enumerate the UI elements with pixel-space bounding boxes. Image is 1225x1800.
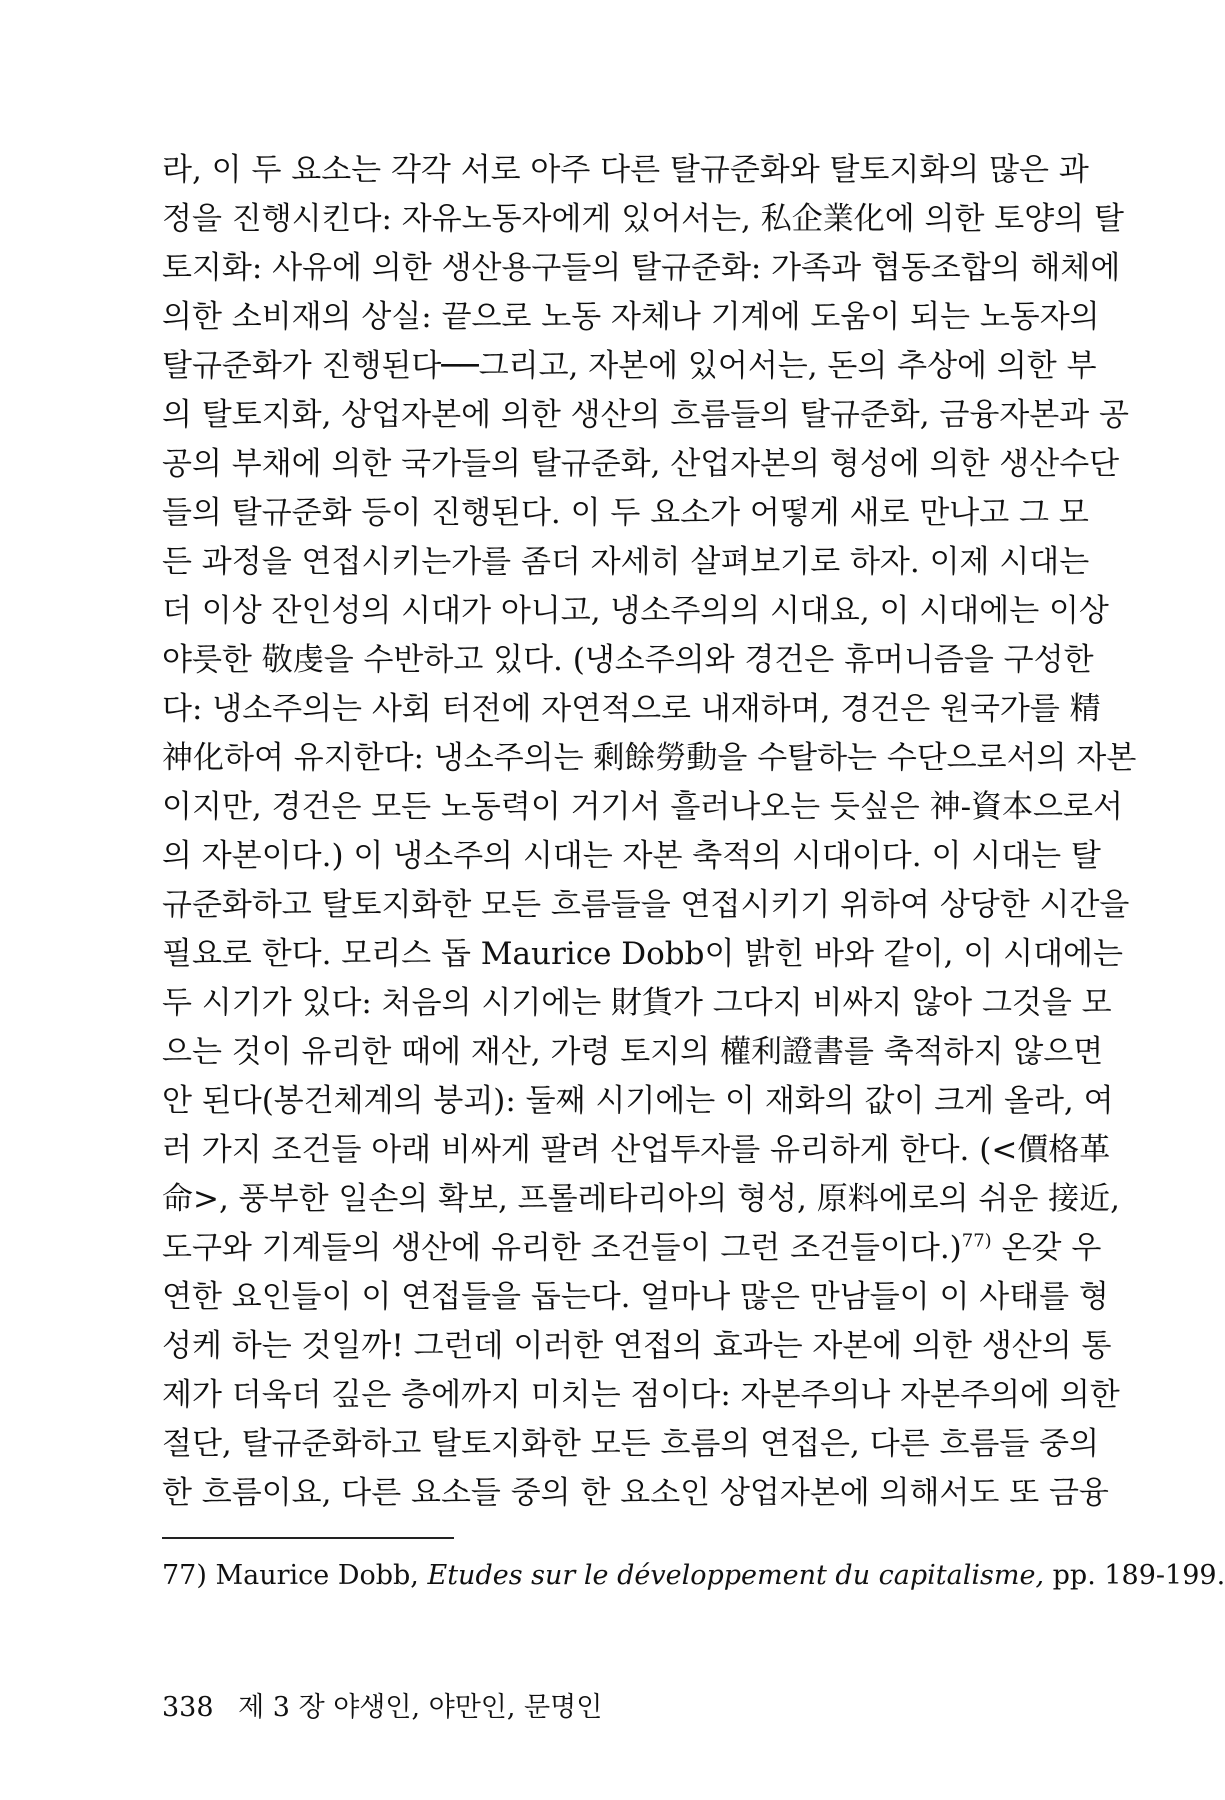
text-line: 으는 것이 유리한 때에 재산, 가령 토지의 權利證書를 축적하지 않으면 <box>162 1034 1104 1070</box>
text-line: 성케 하는 것일까! 그런데 이러한 연접의 효과는 자본에 의한 생산의 통 <box>162 1328 1112 1364</box>
footnote-author: Maurice Dobb, <box>215 1560 419 1591</box>
footnote-reference[interactable]: 77) <box>961 1230 992 1252</box>
chapter-title: 제 3 장 야생인, 야만인, 문명인 <box>238 1692 603 1723</box>
text-line: 제가 더욱더 깊은 층에까지 미치는 점이다: 자본주의나 자본주의에 의한 <box>162 1377 1120 1413</box>
text-line: 한 흐름이요, 다른 요소들 중의 한 요소인 상업자본에 의해서도 또 금융 <box>162 1475 1109 1511</box>
text-line: 연한 요인들이 이 연접들을 돕는다. 얼마나 많은 만남들이 이 사태를 형 <box>162 1279 1109 1315</box>
text-line: 든 과정을 연접시키는가를 좀더 자세히 살펴보기로 하자. 이제 시대는 <box>162 544 1090 580</box>
line-text: 도구와 기계들의 생산에 유리한 조건들이 그런 조건들이다.) <box>162 1230 962 1266</box>
text-line: 규준화하고 탈토지화한 모든 흐름들을 연접시키기 위하여 상당한 시간을 <box>162 887 1130 923</box>
text-line: 토지화: 사유에 의한 생산용구들의 탈규준화: 가족과 협동조합의 해체에 <box>162 250 1121 286</box>
body-paragraph <box>162 146 1137 1518</box>
text-line: 神化하여 유지한다: 냉소주의는 剩餘勞動을 수탈하는 수단으로서의 자본 <box>162 740 1137 776</box>
text-line: 안 된다(봉건체계의 붕괴): 둘째 시기에는 이 재화의 값이 크게 올라, 여 <box>162 1083 1114 1119</box>
footnote-title: Etudes sur le développement du capitalisme, <box>427 1560 1045 1591</box>
text-line: 더 이상 잔인성의 시대가 아니고, 냉소주의의 시대요, 이 시대에는 이상 <box>162 593 1109 629</box>
text-line: 야릇한 敬虔을 수반하고 있다. (냉소주의와 경건은 휴머니즘을 구성한 <box>162 642 1094 678</box>
text-line: 의 자본이다.) 이 냉소주의 시대는 자본 축적의 시대이다. 이 시대는 탈 <box>162 838 1101 874</box>
footnote <box>162 1558 1225 1594</box>
text-line: 탈규준화가 진행된다──그리고, 자본에 있어서는, 돈의 추상에 의한 부 <box>162 348 1097 384</box>
text-line: 절단, 탈규준화하고 탈토지화한 모든 흐름의 연접은, 다른 흐름들 중의 <box>162 1426 1100 1462</box>
line-text-continued: 온갖 우 <box>991 1230 1102 1266</box>
footnote-divider <box>162 1537 454 1539</box>
page-number: 338 <box>162 1692 214 1723</box>
text-line: 필요로 한다. 모리스 돕 Maurice Dobb이 밝힌 바와 같이, 이 시대에는 <box>162 936 1123 972</box>
text-line: 공의 부채에 의한 국가들의 탈규준화, 산업자본의 형성에 의한 생산수단 <box>162 446 1120 482</box>
text-line: 들의 탈규준화 등이 진행된다. 이 두 요소가 어떻게 새로 만나고 그 모 <box>162 495 1089 531</box>
text-line: 러 가지 조건들 아래 비싸게 팔려 산업투자를 유리하게 한다. (<價格革 <box>162 1132 1111 1168</box>
footnote-pages: pp. 189-199. <box>1052 1560 1225 1591</box>
page-footer <box>162 1690 602 1726</box>
text-line: 命>, 풍부한 일손의 확보, 프롤레타리아의 형성, 原料에로의 쉬운 接近, <box>162 1181 1121 1217</box>
footnote-number: 77) <box>162 1560 207 1591</box>
text-line: 이지만, 경건은 모든 노동력이 거기서 흘러나오는 듯싶은 神-資本으로서 <box>162 789 1123 825</box>
text-line: 다: 냉소주의는 사회 터전에 자연적으로 내재하며, 경건은 원국가를 精 <box>162 691 1101 727</box>
text-line: 두 시기가 있다: 처음의 시기에는 財貨가 그다지 비싸지 않아 그것을 모 <box>162 985 1112 1021</box>
text-line: 의한 소비재의 상실: 끝으로 노동 자체나 기계에 도움이 되는 노동자의 <box>162 299 1100 335</box>
text-line: 라, 이 두 요소는 각각 서로 아주 다른 탈규준화와 탈토지화의 많은 과 <box>162 152 1089 188</box>
text-line: 의 탈토지화, 상업자본에 의한 생산의 흐름들의 탈규준화, 금융자본과 공 <box>162 397 1129 433</box>
text-line-with-footnote-ref <box>162 1224 1102 1273</box>
text-line: 정을 진행시킨다: 자유노동자에게 있어서는, 私企業化에 의한 토양의 탈 <box>162 201 1124 237</box>
